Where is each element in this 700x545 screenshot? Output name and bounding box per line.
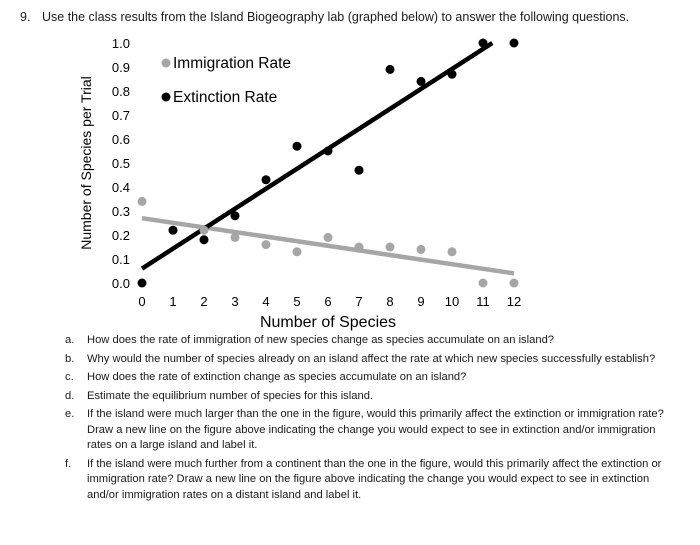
extinction-rate-point xyxy=(169,226,178,235)
x-tick-label: 9 xyxy=(417,294,425,309)
y-tick-label: 0.9 xyxy=(111,60,130,75)
x-tick-label: 10 xyxy=(444,294,460,309)
sub-question: e. If the island were much larger than the one in the figure, would this primarily affect the extinction or immigration rate? Draw a new line on the figure above indicating the change you would expect to see in extinction and/or immigration rates on a large island and label it. xyxy=(65,408,664,451)
legend xyxy=(162,55,292,106)
question-number: 9. xyxy=(20,10,31,24)
sub-question: b. Why would the number of species already on an island affect the rate at which new species successfully establish? xyxy=(65,352,656,365)
sub-question: d. Estimate the equilibrium number of species for this island. xyxy=(65,389,374,402)
x-tick-label: 11 xyxy=(476,294,490,309)
data-points xyxy=(138,39,519,288)
x-tick-label: 2 xyxy=(200,294,208,309)
immigration-rate-point xyxy=(386,243,395,252)
legend-marker-extinction xyxy=(162,93,171,102)
extinction-rate-point xyxy=(510,39,519,48)
immigration-rate-point xyxy=(231,233,240,242)
y-axis-ticks xyxy=(112,36,130,291)
extinction-rate-point xyxy=(231,211,240,220)
x-tick-label: 4 xyxy=(262,294,270,309)
x-tick-label: 0 xyxy=(138,294,146,309)
immigration-rate-point xyxy=(479,279,488,288)
y-tick-label: 0.0 xyxy=(111,276,130,291)
x-tick-label: 5 xyxy=(293,294,301,309)
x-tick-label: 8 xyxy=(386,294,394,309)
extinction-rate-point xyxy=(200,235,209,244)
y-tick-label: 0.3 xyxy=(111,204,130,219)
immigration-rate-point xyxy=(355,243,364,252)
question-text: Use the class results from the Island Biogeography lab (graphed below) to answer the following questions. xyxy=(42,10,630,24)
sub-question: c. How does the rate of extinction change as species accumulate on an island? xyxy=(65,371,467,383)
sub-question-list xyxy=(65,333,680,506)
extinction-rate-trendline xyxy=(142,43,492,269)
x-tick-label: 7 xyxy=(355,294,363,309)
immigration-rate-point xyxy=(200,226,209,235)
immigration-rate-point xyxy=(138,197,147,206)
x-tick-label: 6 xyxy=(324,294,332,309)
y-tick-label: 0.1 xyxy=(111,252,130,267)
x-tick-label: 3 xyxy=(231,294,239,309)
y-axis-label: Number of Species per Trial xyxy=(78,76,94,250)
extinction-rate-point xyxy=(417,77,426,86)
y-tick-label: 0.7 xyxy=(111,108,130,123)
extinction-rate-point xyxy=(355,166,364,175)
y-tick-label: 0.8 xyxy=(111,84,130,99)
extinction-rate-point xyxy=(479,39,488,48)
legend-label-immigration: Immigration Rate xyxy=(173,55,292,72)
y-tick-label: 1.0 xyxy=(111,36,130,51)
immigration-rate-point xyxy=(293,247,302,256)
immigration-rate-trendline xyxy=(142,218,514,273)
immigration-rate-point xyxy=(510,279,519,288)
legend-label-extinction: Extinction Rate xyxy=(173,89,278,106)
sub-question: f. If the island were much further from a continent than the one in the figure, would this primarily affect the extinction or immigration rate? Draw a new line on the figure above indicating the change you would expect to see in extinction and/or immigration rates on a distant island and label it. xyxy=(65,457,662,501)
y-tick-label: 0.2 xyxy=(111,228,130,243)
x-axis-ticks xyxy=(138,294,521,309)
x-tick-label: 1 xyxy=(169,294,177,309)
extinction-rate-point xyxy=(293,142,302,151)
extinction-rate-point xyxy=(324,147,333,156)
extinction-rate-point xyxy=(386,65,395,74)
y-tick-label: 0.4 xyxy=(111,180,130,195)
immigration-rate-point xyxy=(324,233,333,242)
extinction-rate-point xyxy=(138,279,147,288)
y-tick-label: 0.6 xyxy=(111,132,130,147)
immigration-rate-point xyxy=(448,247,457,256)
y-tick-label: 0.5 xyxy=(111,156,130,171)
legend-marker-immigration xyxy=(162,59,171,68)
x-axis-label: Number of Species xyxy=(259,314,397,331)
x-tick-label: 12 xyxy=(506,294,522,309)
immigration-rate-point xyxy=(262,240,271,249)
extinction-rate-point xyxy=(262,175,271,184)
immigration-rate-point xyxy=(417,245,426,254)
extinction-rate-point xyxy=(448,70,457,79)
sub-question: a. How does the rate of immigration of new species change as species accumulate on an island? xyxy=(65,334,555,346)
